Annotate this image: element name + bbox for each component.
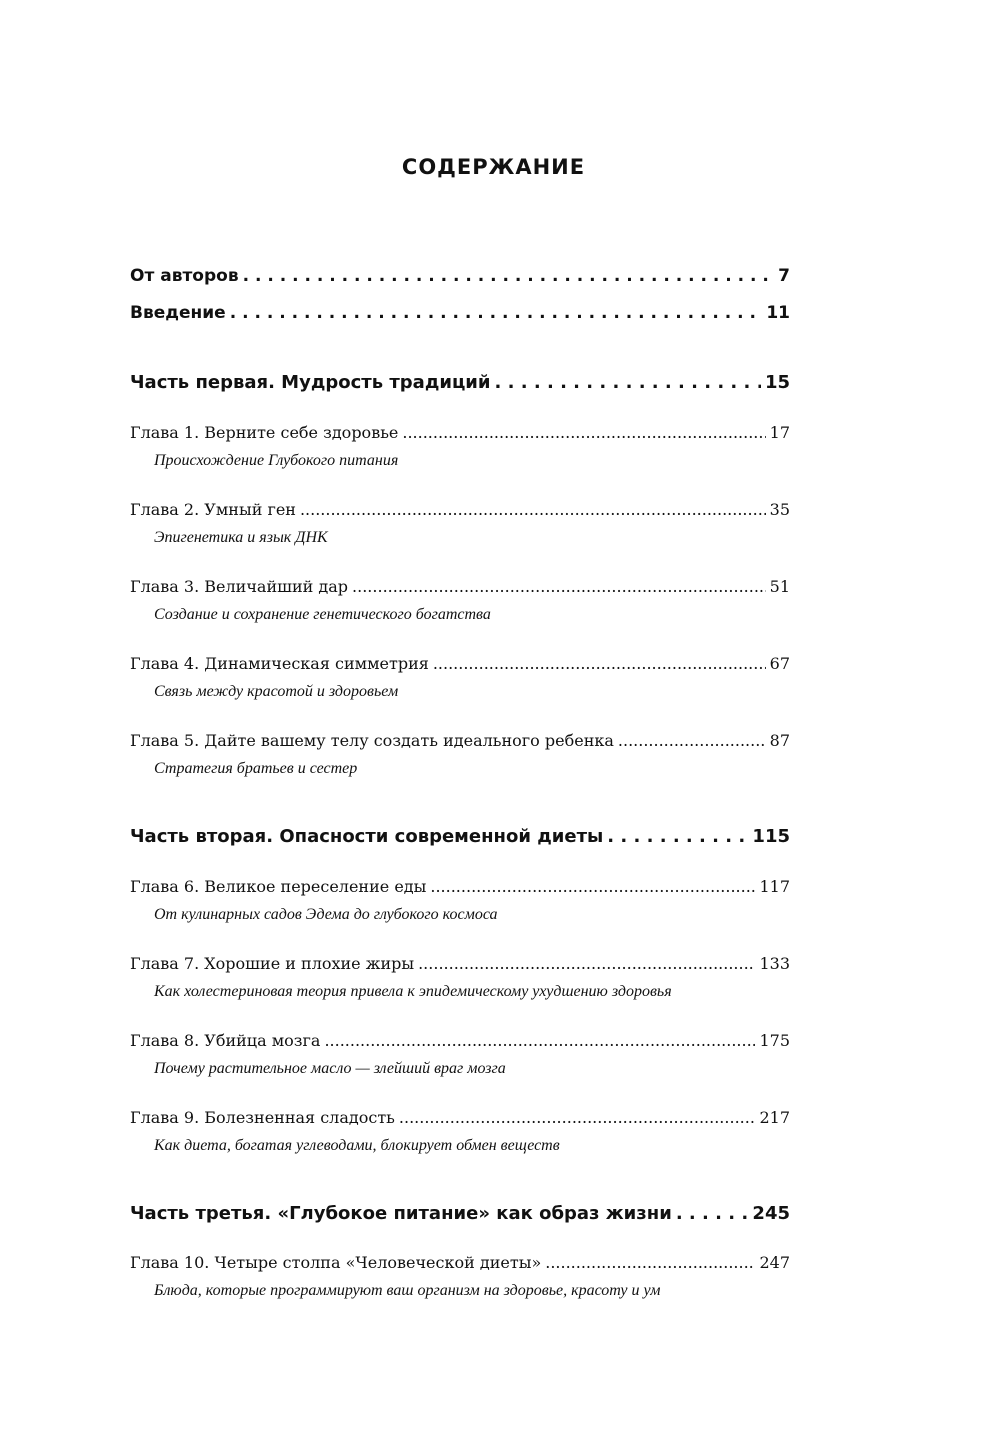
entry-label: Введение: [130, 303, 226, 323]
chapter-label: Глава 1. Верните себе здоровье: [130, 423, 399, 442]
chapter-subtitle: От кулинарных садов Эдема до глубокого космоса: [154, 906, 498, 923]
chapter-label: Глава 5. Дайте вашему телу создать идеального ребенка: [130, 731, 614, 750]
toc-chapter-10[interactable]: [130, 1253, 790, 1272]
chapter-subtitle: Как холестериновая теория привела к эпидемическому ухудшению здоровья: [154, 983, 672, 1000]
leader-dots: [243, 266, 775, 286]
leader-dots: [430, 877, 755, 896]
toc-chapter-4[interactable]: [130, 654, 790, 673]
chapter-page: 133: [759, 954, 790, 973]
chapter-label: Глава 10. Четыре столпа «Человеческой диеты»: [130, 1253, 542, 1272]
leader-dots: [545, 1253, 755, 1272]
leader-dots: [230, 303, 763, 323]
chapter-subtitle: Происхождение Глубокого питания: [154, 452, 399, 469]
part-label: Часть вторая. Опасности современной диеты: [130, 826, 604, 847]
leader-dots: [418, 954, 755, 973]
entry-label: От авторов: [130, 266, 239, 286]
chapter-page: 67: [769, 654, 790, 673]
leader-dots: [495, 372, 761, 393]
chapter-page: 247: [759, 1253, 790, 1272]
toc-chapter-1[interactable]: [130, 423, 790, 442]
chapter-subtitle: Создание и сохранение генетического богатства: [154, 606, 491, 623]
chapter-label: Глава 4. Динамическая симметрия: [130, 654, 429, 673]
toc-entry-introduction[interactable]: [130, 303, 790, 323]
leader-dots: [324, 1031, 755, 1050]
entry-page: 7: [778, 266, 790, 286]
chapter-label: Глава 3. Величайший дар: [130, 577, 349, 596]
leader-dots: [607, 826, 748, 847]
toc-chapter-6[interactable]: [130, 877, 790, 896]
leader-dots: [300, 500, 766, 519]
chapter-subtitle: Блюда, которые программируют ваш организм на здоровье, красоту и ум: [154, 1282, 661, 1299]
toc-chapter-5[interactable]: [130, 731, 790, 750]
chapter-page: 175: [759, 1031, 790, 1050]
part-label: Часть третья. «Глубокое питание» как образ жизни: [130, 1203, 672, 1224]
toc-part-3[interactable]: [130, 1203, 790, 1224]
chapter-subtitle: Эпигенетика и язык ДНК: [154, 529, 328, 546]
chapter-subtitle: Как диета, богатая углеводами, блокирует обмен веществ: [154, 1137, 560, 1154]
entry-page: 11: [766, 303, 790, 323]
leader-dots: [618, 731, 766, 750]
leader-dots: [433, 654, 766, 673]
toc-chapter-7[interactable]: [130, 954, 790, 973]
leader-dots: [399, 1108, 756, 1127]
toc-entry-from-authors[interactable]: [130, 266, 790, 286]
toc-chapter-2[interactable]: [130, 500, 790, 519]
chapter-page: 17: [769, 423, 790, 442]
chapter-label: Глава 8. Убийца мозга: [130, 1031, 321, 1050]
toc-part-2[interactable]: [130, 826, 790, 847]
leader-dots: [676, 1203, 749, 1224]
part-page: 245: [752, 1203, 790, 1224]
chapter-page: 51: [769, 577, 790, 596]
chapter-page: 117: [759, 877, 790, 896]
toc-chapter-8[interactable]: [130, 1031, 790, 1050]
part-page: 115: [752, 826, 790, 847]
leader-dots: [402, 423, 765, 442]
chapter-label: Глава 9. Болезненная сладость: [130, 1108, 395, 1127]
chapter-label: Глава 6. Великое переселение еды: [130, 877, 427, 896]
chapter-subtitle: Связь между красотой и здоровьем: [154, 683, 399, 700]
chapter-page: 35: [769, 500, 790, 519]
toc-chapter-3[interactable]: [130, 577, 790, 596]
chapter-subtitle: Почему растительное масло — злейший враг мозга: [154, 1060, 506, 1077]
leader-dots: [352, 577, 766, 596]
chapter-page: 217: [759, 1108, 790, 1127]
chapter-label: Глава 7. Хорошие и плохие жиры: [130, 954, 415, 973]
toc-chapter-9[interactable]: [130, 1108, 790, 1127]
chapter-label: Глава 2. Умный ген: [130, 500, 296, 519]
part-label: Часть первая. Мудрость традиций: [130, 372, 491, 393]
chapter-subtitle: Стратегия братьев и сестер: [154, 760, 358, 777]
page-title: СОДЕРЖАНИЕ: [401, 155, 586, 179]
part-page: 15: [764, 372, 790, 393]
toc-part-1[interactable]: [130, 372, 790, 393]
chapter-page: 87: [769, 731, 790, 750]
